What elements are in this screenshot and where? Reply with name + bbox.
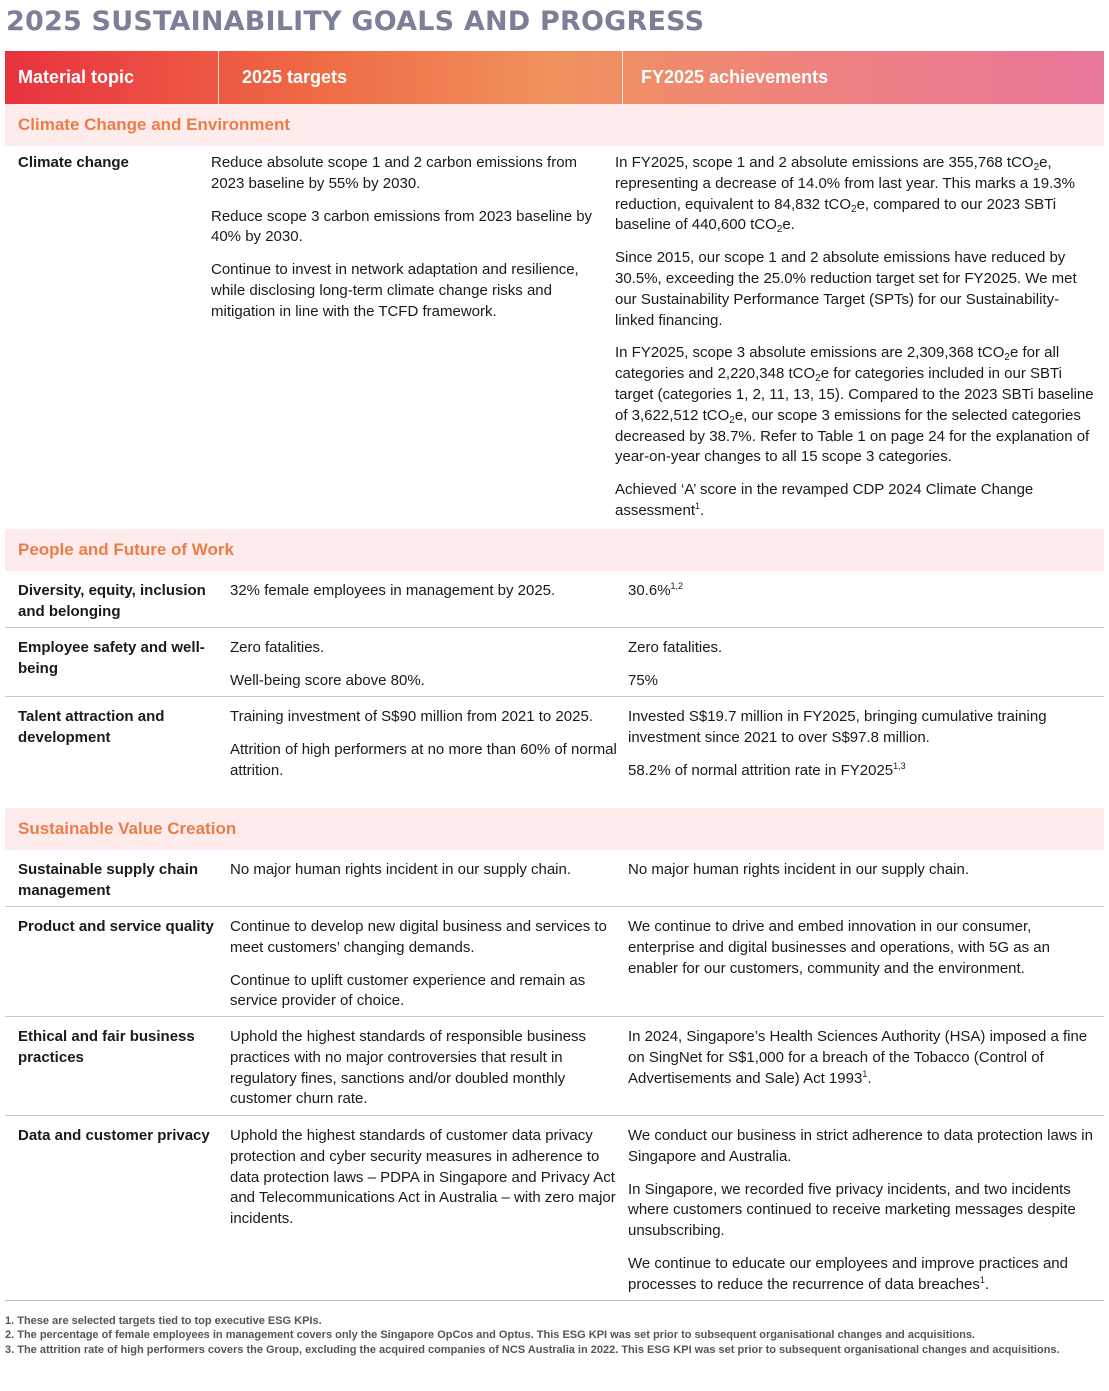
table-row: Data and customer privacy Uphold the highest standards of customer data privacy protection and cyber security measures in adherence to data protection laws – PDPA in Singapore and Privacy Act and Telecommunications Act in Australia – with zero major incidents. We conduct our business in strict adherence to data protection laws in Singapore and Australia. In Singapore, we recorded five privacy incidents, and two incidents where customers continued to receive marketing messages despite unsubscribing. We continue to educate our employees and improve practices and processes to reduce the recurrence of data breaches$^1$. [18,1127,1093,1293]
section-people: People and Future of Work [5,529,1104,571]
header-2025-targets: 2025 targets [219,51,623,104]
header-material-topic: Material topic [5,51,219,104]
page-title: 2025 SUSTAINABILITY GOALS AND PROGRESS [6,6,705,37]
footnotes [5,1300,1104,1357]
goals-table [5,51,1104,1302]
row-targets: Reduce absolute scope 1 and 2 carbon emissions from 2023 baseline by 55% by 2030. Reduce scope 3 carbon emissions from 2023 baseline by 40% by 2030. Continue to invest in network adaptation and resilience, while disclosing long-term climate change risks and mitigation in line with the TCFD framework. [211,154,593,320]
table-row: Diversity, equity, inclusion and belonging 32% female employees in management by 2025. 30.6%$^{1,2}$ [5,571,1104,628]
table-row: Sustainable supply chain management No major human rights incident in our supply chain. No major human rights incident in our supply chain. [5,850,1104,907]
section-value: Sustainable Value Creation [5,808,1104,850]
header-fy2025-achievements: FY2025 achievements [641,67,829,87]
table-row: Product and service quality Continue to develop new digital business and services to meet customers’ changing demands. Continue to uplift customer experience and remain as service provider of choice. We continue to drive and embed innovation in our consumer, enterprise and digital businesses and operations, with 5G as an enabler for our customers, community and the environment. [5,907,1104,1017]
table-row: Ethical and fair business practices Uphold the highest standards of responsible business practices with no major controversies that result in regulatory fines, sanctions and/or doubled monthly customer churn rate. In 2024, Singapore’s Health Sciences Authority (HSA) imposed a fine on SingNet for S$1,000 for a breach of the Tobacco (Control of Advertisements and Sale) Act 1993$^1$. [5,1017,1104,1116]
section-climate: Climate Change and Environment [5,104,1104,146]
footnote-1: 1. These are selected targets tied to top executive ESG KPIs. [5,1315,322,1327]
footnote-2: 2. The percentage of female employees in management covers only the Singapore OpCos and Optus. This ESG KPI was set prior to subsequent organisational changes and acquisitions. [5,1329,976,1342]
table-row: Talent attraction and development Training investment of S$90 million from 2021 to 2025. Attrition of high performers at no more than 60% of normal attrition. Invested S$19.7 million in FY2025, bringing cumulative training investment since 2021 to over S$97.8 million. 58.2% of normal attrition rate in FY2025$^{1,3}$ [18,708,1047,779]
footnote-3: 3. The attrition rate of high performers covers the Group, excluding the acquired companies of NCS Australia in 2022. This ESG KPI was set prior to subsequent organisational changes and acquisitions. [5,1343,1060,1356]
table-row [5,146,1104,529]
table-row: Employee safety and well-being Zero fatalities. Well-being score above 80%. Zero fatalities. 75% [5,628,1104,697]
table-header [5,51,1104,104]
row-topic: Climate change [18,154,129,171]
row-achievements: In FY2025, scope 1 and 2 absolute emissions are 355,768 tCO$_2$e, representing a decrease of 14.0% from last year. This marks a 19.3% reduction, equivalent to 84,832 tCO$_2$e, compared to our 2023 SBTi baseline of 440,600 tCO$_2$e. Since 2015, our scope 1 and 2 absolute emissions have reduced by 30.5%, exceeding the 25.0% reduction target set for FY2025. We met our Sustainability Performance Target (SPTs) for our Sustainability-linked financing. In FY2025, scope 3 absolute emissions are 2,309,368 tCO$_2$e for all categories and 2,220,348 tCO$_2$e for categories included in our SBTi target (categories 1, 2, 11, 13, 15). Compared to the 2023 SBTi baseline of 3,622,512 tCO$_2$e, our scope 3 emissions for the selected categories decreased by 38.7%. Refer to Table 1 on page 24 for the explanation of year-on-year changes to all 15 scope 3 categories. Achieved ‘A’ score in the revamped CDP 2024 Climate Change assessment$^1$. [615,154,1094,519]
